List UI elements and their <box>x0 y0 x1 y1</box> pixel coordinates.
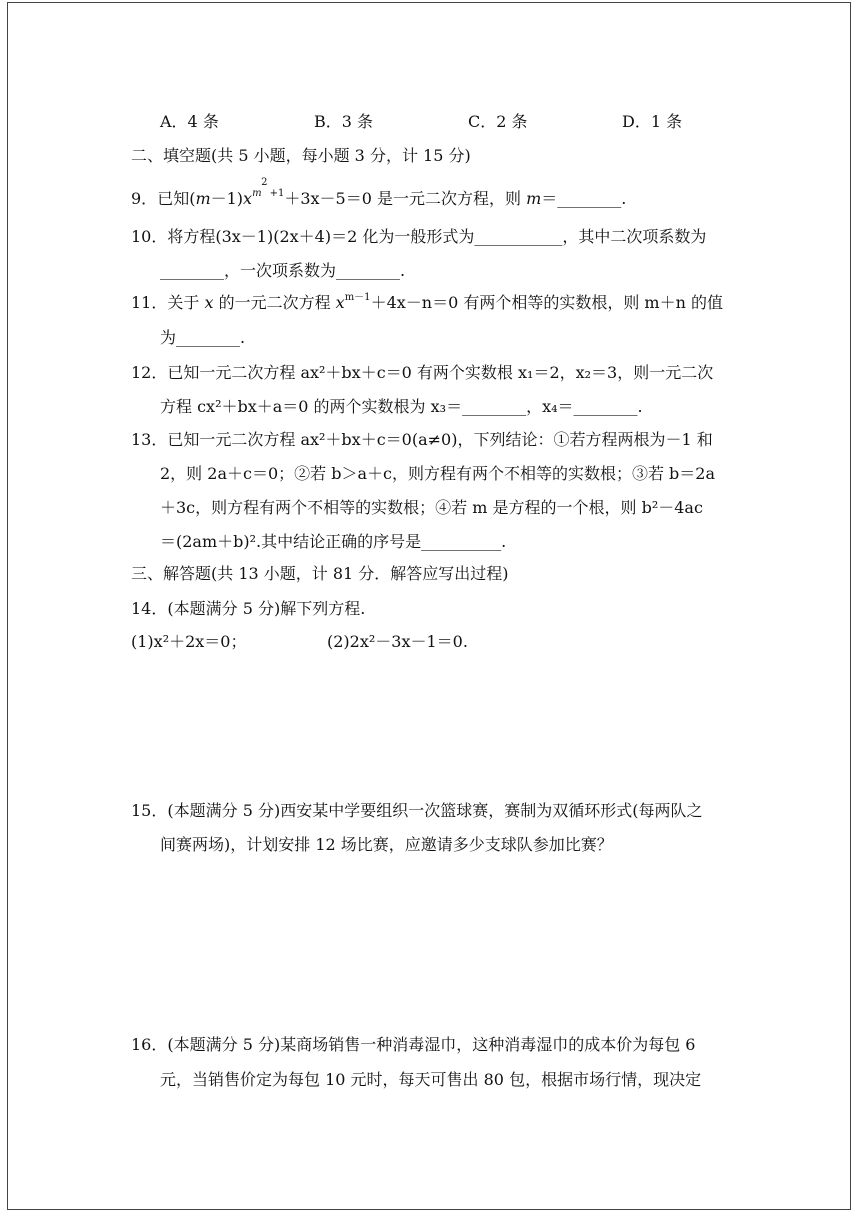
question-13-line3: ＋3c，则方程有两个不相等的实数根；④若 m 是方程的一个根，则 b²－4ac <box>160 498 703 517</box>
section2-heading: 二、填空题(共 5 小题，每小题 3 分，计 15 分) <box>131 146 471 165</box>
section3-heading: 三、解答题(共 13 小题，计 81 分．解答应写出过程) <box>131 564 509 583</box>
option-d: D．1 条 <box>622 112 683 131</box>
question-11-line1: 11．关于 x 的一元二次方程 $x^{m-1}+4x-n=0$ 有两个相等的实数根，则 m＋n 的值 <box>131 292 723 312</box>
question-14-part1: (1)x²＋2x＝0； <box>131 632 247 651</box>
question-16-line1: 16．(本题满分 5 分)某商场销售一种消毒湿巾，这种消毒湿巾的成本价为每包 6 <box>131 1035 696 1054</box>
question-15-line1: 15．(本题满分 5 分)西安某中学要组织一次篮球赛，赛制为双循环形式(每两队之 <box>131 801 703 820</box>
question-12-line1: 12．已知一元二次方程 ax²＋bx＋c＝0 有两个实数根 x₁＝2，x₂＝3，则一元二次 <box>131 363 714 382</box>
question-10-line1: 10．将方程(3x－1)(2x＋4)＝2 化为一般形式为___________，其中二次项系数为 <box>131 227 707 246</box>
option-c: C．2 条 <box>468 112 528 131</box>
option-b: B．3 条 <box>314 112 374 131</box>
question-11-line2: 为________. <box>160 328 246 347</box>
option-a: A．4 条 <box>160 112 219 131</box>
question-9: 9．已知$(m-1)x^{m +1}$ 2 ＋3x－5＝0 是一元二次方程，则 m＝________. <box>131 177 627 208</box>
question-13-line4: ＝(2am＋b)².其中结论正确的序号是__________. <box>160 532 507 551</box>
question-15-line2: 间赛两场)，计划安排 12 场比赛，应邀请多少支球队参加比赛？ <box>160 835 613 854</box>
question-13-line2: 2，则 2a＋c＝0；②若 b＞a＋c，则方程有两个不相等的实数根；③若 b＝2a <box>160 464 716 483</box>
question-14-part2: (2)2x²－3x－1＝0. <box>327 632 468 651</box>
question-13-line1: 13．已知一元二次方程 ax²＋bx＋c＝0(a≠0)，下列结论：①若方程两根为－1 和 <box>131 430 713 449</box>
question-12-line2: 方程 cx²＋bx＋a＝0 的两个实数根为 x₃＝________，x₄＝________. <box>160 397 643 416</box>
question-14-line1: 14．(本题满分 5 分)解下列方程. <box>131 599 366 618</box>
question-10-line2: ________，一次项系数为________. <box>160 261 406 280</box>
question-16-line2: 元，当销售价定为每包 10 元时，每天可售出 80 包，根据市场行情，现决定 <box>160 1070 702 1089</box>
